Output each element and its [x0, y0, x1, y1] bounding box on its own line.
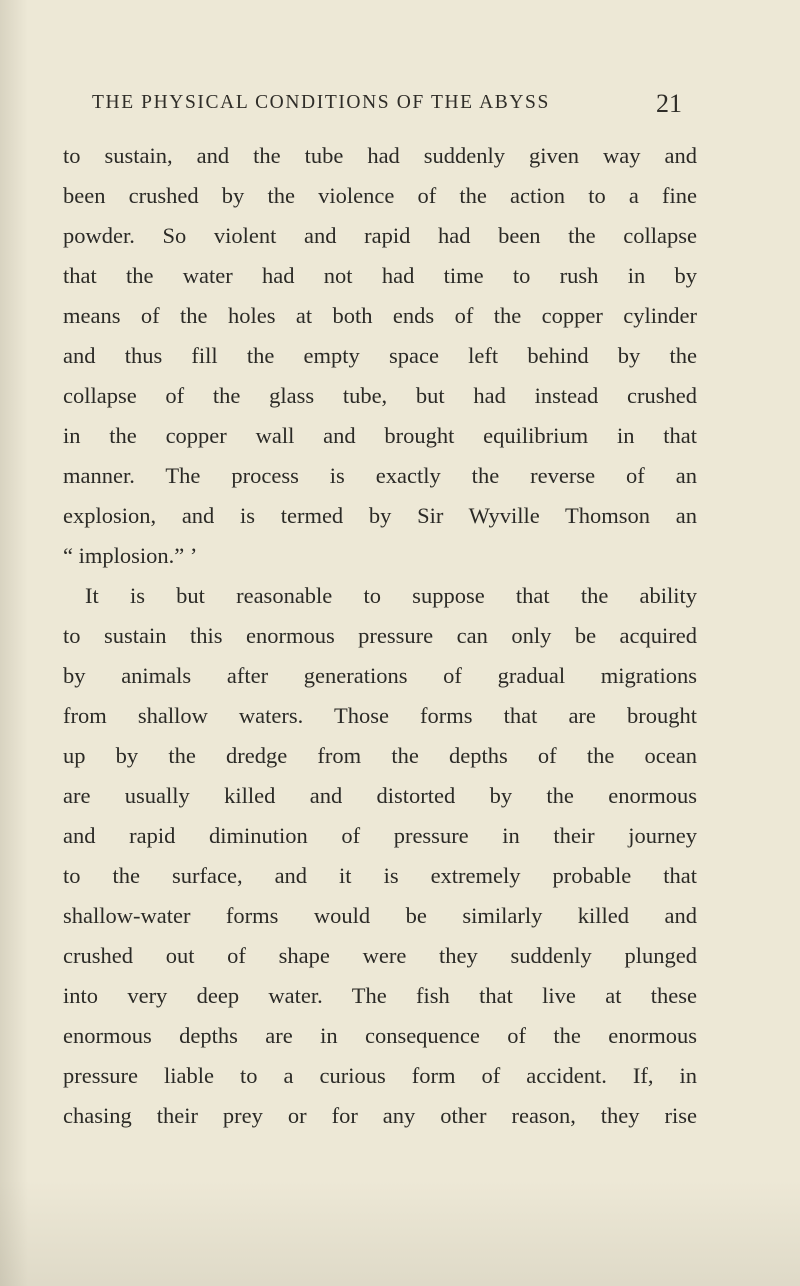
text-line: pressure liable to a curious form of accident. If, in: [63, 1063, 697, 1088]
text-line: and rapid diminution of pressure in their journey: [63, 823, 697, 848]
text-line: manner. The process is exactly the reverse of an: [63, 463, 697, 488]
text-line: crushed out of shape were they suddenly plunged: [63, 943, 697, 968]
text-line: been crushed by the violence of the action to a fine: [63, 183, 697, 208]
text-line: means of the holes at both ends of the copper cylinder: [63, 303, 697, 328]
text-line: powder. So violent and rapid had been the collapse: [63, 223, 697, 248]
text-line: to sustain, and the tube had suddenly given way and: [63, 143, 697, 168]
running-title: THE PHYSICAL CONDITIONS OF THE ABYSS: [92, 92, 550, 113]
text-line: “ implosion.” ’: [63, 543, 198, 568]
text-line: shallow-water forms would be similarly killed and: [63, 903, 697, 928]
body-text: [63, 136, 697, 1136]
text-line: to sustain this enormous pressure can only be acquired: [63, 623, 697, 648]
text-line: and thus fill the empty space left behind by the: [63, 343, 697, 368]
page-number: 21: [656, 89, 682, 118]
text-line: are usually killed and distorted by the enormous: [63, 783, 697, 808]
text-line: explosion, and is termed by Sir Wyville Thomson an: [63, 503, 697, 528]
text-line: by animals after generations of gradual migrations: [63, 663, 697, 688]
text-line: up by the dredge from the depths of the ocean: [63, 743, 697, 768]
text-line: to the surface, and it is extremely probable that: [63, 863, 697, 888]
text-line: that the water had not had time to rush in by: [63, 263, 697, 288]
paragraph-start-line: It is but reasonable to suppose that the ability: [85, 583, 697, 608]
text-line: enormous depths are in consequence of the enormous: [63, 1023, 697, 1048]
text-line: chasing their prey or for any other reason, they rise: [63, 1103, 697, 1128]
text-line: from shallow waters. Those forms that are brought: [63, 703, 697, 728]
text-line: collapse of the glass tube, but had instead crushed: [63, 383, 697, 408]
text-line: into very deep water. The fish that live at these: [63, 983, 697, 1008]
running-head: [92, 89, 682, 122]
text-line: in the copper wall and brought equilibrium in that: [63, 423, 697, 448]
